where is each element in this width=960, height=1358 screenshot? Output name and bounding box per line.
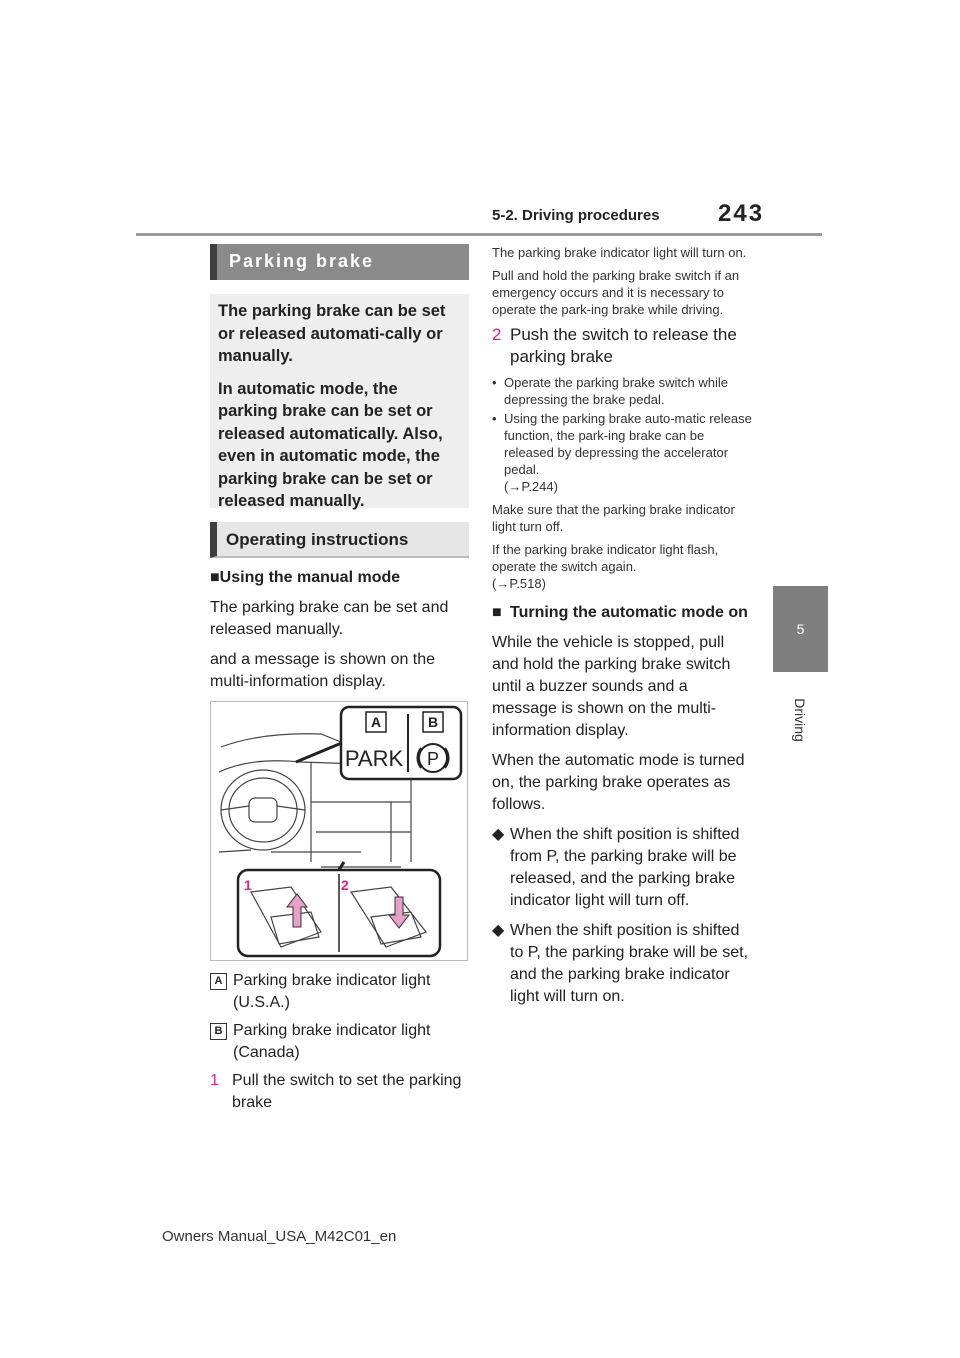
dot-bullet-icon: •	[492, 375, 497, 390]
figure-legend	[210, 970, 472, 1114]
right-column	[492, 244, 754, 1008]
legend-letter: A	[210, 973, 227, 990]
step-2	[492, 324, 754, 368]
automatic-mode-heading: ■ Turning the automatic mode on	[492, 602, 754, 624]
intro-paragraph: In automatic mode, the parking brake can be set or released automatically. Also, even in automatic mode, the parking brake can be set or released manually.	[218, 379, 443, 510]
chapter-label	[774, 680, 826, 760]
p-symbol: P	[426, 749, 440, 769]
note-text: The parking brake indicator light will turn on.	[492, 245, 747, 260]
note-text: If the parking brake indicator light flash, operate the switch again. (→P.518)	[492, 542, 719, 591]
manual-mode-heading: ■Using the manual mode	[210, 569, 401, 586]
legend-text: Parking brake indicator light (U.S.A.)	[233, 972, 431, 1011]
legend-letter: B	[210, 1023, 227, 1040]
page-number: 243	[718, 200, 765, 227]
step-text: Pull the switch to set the parking brake	[232, 1072, 462, 1111]
diamond-bullet-icon: ◆	[492, 922, 505, 939]
intro-box	[210, 294, 469, 508]
section-heading: 5-2. Driving procedures	[492, 207, 660, 224]
section-title-bar	[210, 244, 469, 280]
square-bullet-icon: ■	[210, 569, 220, 586]
footer-manual-id: Owners Manual_USA_M42C01_en	[162, 1228, 397, 1245]
parking-brake-figure	[210, 701, 468, 961]
step-text: Push the switch to release the parking brake	[510, 325, 737, 366]
page-reference: (→P.244)	[504, 479, 558, 494]
intro-paragraph: The parking brake can be set or released automati-cally or manually.	[218, 302, 446, 365]
automatic-mode-paragraph: When the automatic mode is turned on, the parking brake operates as follows.	[492, 752, 745, 813]
figure-step-2: 2	[341, 877, 349, 893]
note-text: Pull and hold the parking brake switch if an emergency occurs and it is necessary to operate the park-ing brake while driving.	[492, 268, 740, 317]
chapter-label-text: Driving	[792, 698, 808, 742]
legend-item-b	[210, 1020, 472, 1064]
square-bullet-icon: ■	[492, 604, 502, 621]
legend-item-a	[210, 970, 472, 1014]
bullet-item: • Operate the parking brake switch while depressing the brake pedal.	[492, 375, 729, 407]
automatic-mode-bullet: ◆ When the shift position is shifted to P, the parking brake will be set, and the parking brake indicator light will turn on.	[492, 920, 754, 1008]
automatic-mode-paragraph: While the vehicle is stopped, pull and hold the parking brake switch until a buzzer sounds and a message is shown on the multi-information display.	[492, 634, 731, 739]
step-number: 1	[210, 1072, 219, 1089]
figure-step-1: 1	[244, 877, 252, 893]
figure-label-b: B	[427, 714, 439, 730]
manual-mode-paragraph: The parking brake can be set and released manually.	[210, 599, 449, 638]
subsection-title: Operating instructions	[226, 530, 409, 549]
automatic-mode-bullet: ◆ When the shift position is shifted from P, the parking brake will be released, and the parking brake indicator light will turn off.	[492, 824, 754, 912]
step-number: 2	[492, 325, 502, 344]
figure-label-a: A	[370, 714, 382, 730]
header-rule	[136, 233, 822, 236]
park-indicator-text: PARK	[344, 746, 404, 771]
subsection-title-bar	[210, 522, 469, 558]
manual-mode-section	[210, 567, 472, 693]
chapter-tab	[773, 586, 828, 672]
bullet-item: • Using the parking brake auto-matic release function, the park-ing brake can be released by depressing the accelerator pedal. (→P.244)	[492, 411, 752, 494]
legend-text: Parking brake indicator light (Canada)	[233, 1022, 431, 1061]
section-title: Parking brake	[229, 251, 375, 271]
step-1	[210, 1070, 472, 1114]
diamond-bullet-icon: ◆	[492, 826, 505, 843]
manual-mode-paragraph: and a message is shown on the multi-information display.	[210, 651, 436, 690]
dot-bullet-icon: •	[492, 411, 497, 426]
note-text: Make sure that the parking brake indicator light turn off.	[492, 502, 735, 534]
parking-brake-illustration	[211, 702, 467, 960]
page-reference: (→P.518)	[492, 576, 546, 591]
chapter-tab-number: 5	[796, 621, 805, 637]
